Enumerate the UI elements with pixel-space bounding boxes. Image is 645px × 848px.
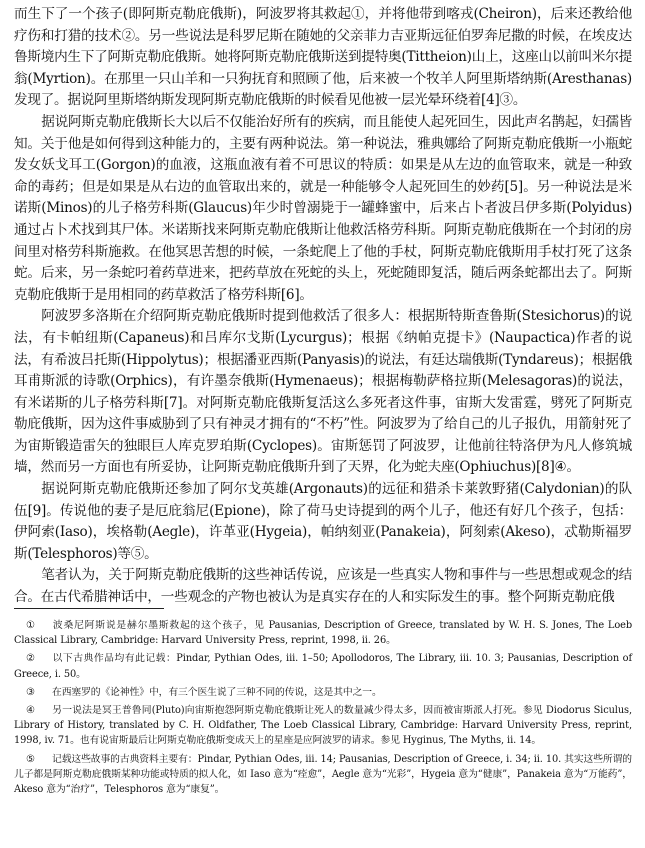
footnote-text: 在西塞罗的《论神性》中，有三个医生说了三种不同的传说，这是其中之一。 (52, 686, 382, 698)
footnote-number: ② (26, 653, 35, 665)
footnote (14, 651, 632, 681)
footnote (14, 685, 632, 700)
footnote-number: ① (26, 620, 35, 631)
footnote-text: 以下古典作品均有此记载：Pindar, Pythian Odes, iii. 1–50; Apollodoros, The Library, iii. 10. 3; Pausanias, Description of Greece, i. 50。 (14, 653, 632, 680)
footnote-number: ⑤ (26, 753, 35, 765)
footnotes (14, 618, 632, 800)
footnote (14, 703, 632, 749)
footnote-number: ④ (26, 705, 35, 717)
main-text (14, 4, 632, 609)
paragraph-continuation: 而生下了一个孩子(即阿斯克勒庇俄斯)，阿波罗将其救起①，并将他带到喀戎(Cheiron)，后来还教给他疗伤和打猎的技术②。另一些说法是科罗尼斯在随她的父亲菲力吉亚斯远征伯罗奔尼撒的时候，在埃皮达鲁斯境内生下了阿斯克勒庇俄斯。她将阿斯克勒庇俄斯送到提特奥(Tittheion)山上，这座山以前叫米尔提翁(Myrtion)。在那里一只山羊和一只狗抚育和照顾了他，后来被一个牧羊人阿里斯塔纳斯(Aresthanas)发现了。据说阿里斯塔纳斯发现阿斯克勒庇俄斯的时候看见他被一层光晕环绕着[4]③。 (14, 6, 632, 109)
footnote-number: ③ (26, 686, 35, 698)
paragraph-healing-powers: 据说阿斯克勒庇俄斯长大以后不仅能治好所有的疾病，而且能使人起死回生，因此声名鹊起，妇孺皆知。关于他是如何得到这种能力的，主要有两种说法。第一种说法，雅典娜给了阿斯克勒庇俄斯一小瓶蛇发女妖戈耳工(Gorgon)的血液，这瓶血液有着不可思议的特质：如果是从左边的血管取来，就是一种致命的毒药；但是如果是从右边的血管取出来的，就是一种能够令人起死回生的妙药[5]。另一种说法是米诺斯(Minos)的儿子格劳科斯(Glaucus)年少时曾溺毙于一罐蜂蜜中，后来占卜者波吕伊多斯(Polyidus)通过占卜术找到其尸体。米诺斯找来阿斯克勒庇俄斯让他救活格劳科斯。阿斯克勒庇俄斯在一个封闭的房间里对格劳科斯施救。在他冥思苦想的时候，一条蛇爬上了他的手杖，阿斯克勒庇俄斯用手杖打死了这条蛇。后来，另一条蛇叼着药草进来，把药草放在死蛇的头上，死蛇随即复活，随后两条蛇都出去了。阿斯克勒庇俄斯于是用相同的药草救活了格劳科斯[6]。 (14, 113, 632, 303)
footnote-text: 波桑尼阿斯说是赫尔墨斯救起的这个孩子，见 Pausanias, Description of Greece, translated by W. H. S. Jones, The Loeb Classical Library, Cambridge: Harvard University Press, reprint, 1998, ii. 26。 (14, 620, 632, 647)
footnote (14, 618, 632, 648)
footnote-divider (14, 608, 164, 609)
footnote-text: 记载这些故事的古典资料主要有：Pindar, Pythian Odes, iii. 14; Pausanias, Description of Greece, i. 34; ii. 10. 其实这些所谓的儿子都是阿斯克勒庇俄斯某种功能或特质的拟人化，如 Iaso 意为“痊愈”，Aegle 意为“光彩”，Hygeia 意为“健康”，Panakeia 意为“万能药”，Akeso 意为“治疗”，Telesphoros 意为“康复”。 (14, 753, 632, 796)
footnote-text: 另一说法是冥王普鲁同(Pluto)向宙斯抱怨阿斯克勒庇俄斯让死人的数量减少得太多，因而被宙斯派人打死。参见 Diodorus Siculus, Library of History, translated by C. H. Oldfather, The Loeb Classical Library, Cambridge: Harvard University Press, reprint, 1998, iv. 71。也有说宙斯最后让阿斯克勒庇俄斯变成天上的星座是应阿波罗的请求。参见 Hyginus, The Myths, ii. 14。 (14, 705, 632, 747)
paragraph-family: 据说阿斯克勒庇俄斯还参加了阿尔戈英雄(Argonauts)的远征和猎杀卡莱敦野猪(Calydonian)的队伍[9]。传说他的妻子是厄庇翁尼(Epione)，除了荷马史诗提到的两个儿子，他还有好几个孩子，包括：伊阿索(Iaso)，埃格勒(Aegle)，许革亚(Hygeia)，帕纳刻亚(Panakeia)，阿刻索(Akeso)，忒勒斯福罗斯(Telesphoros)等⑤。 (14, 481, 632, 562)
footnote (14, 752, 632, 798)
paragraph-resurrections: 阿波罗多洛斯在介绍阿斯克勒庇俄斯时提到他救活了很多人：根据斯特斯查鲁斯(Stesichorus)的说法，有卡帕纽斯(Capaneus)和吕库尔戈斯(Lycurgus)；根据《纳帕克提卡》(Naupactica)作者的说法，有希波吕托斯(Hippolytus)；根据潘亚西斯(Panyasis)的说法，有廷达瑞俄斯(Tyndareus)；根据俄耳甫斯派的诗歌(Orphics)，有许墨奈俄斯(Hymenaeus)；根据梅勒萨格拉斯(Melesagoras)的说法，有米诺斯的儿子格劳科斯[7]。对阿斯克勒庇俄斯复活这么多死者这件事，宙斯大发雷霆，劈死了阿斯克勒庇俄斯，因为这件事威胁到了只有神灵才拥有的“不朽”性。阿波罗为了给自己的儿子报仇，用箭射死了为宙斯锻造雷矢的独眼巨人库克罗珀斯(Cyclopes)。宙斯惩罚了阿波罗，让他前往特洛伊为凡人修筑城墙，然而另一方面也有所妥协，让阿斯克勒庇俄斯升到了天界，化为蛇夫座(Ophiuchus)[8]④。 (14, 308, 632, 476)
paragraph-author-view: 笔者认为，关于阿斯克勒庇俄斯的这些神话传说，应该是一些真实人物和事件与一些思想或观念的结合。在古代希腊神话中，一些观念的产物也被认为是真实存在的人和实际发生的事。整个阿斯克勒庇俄 (14, 567, 632, 606)
